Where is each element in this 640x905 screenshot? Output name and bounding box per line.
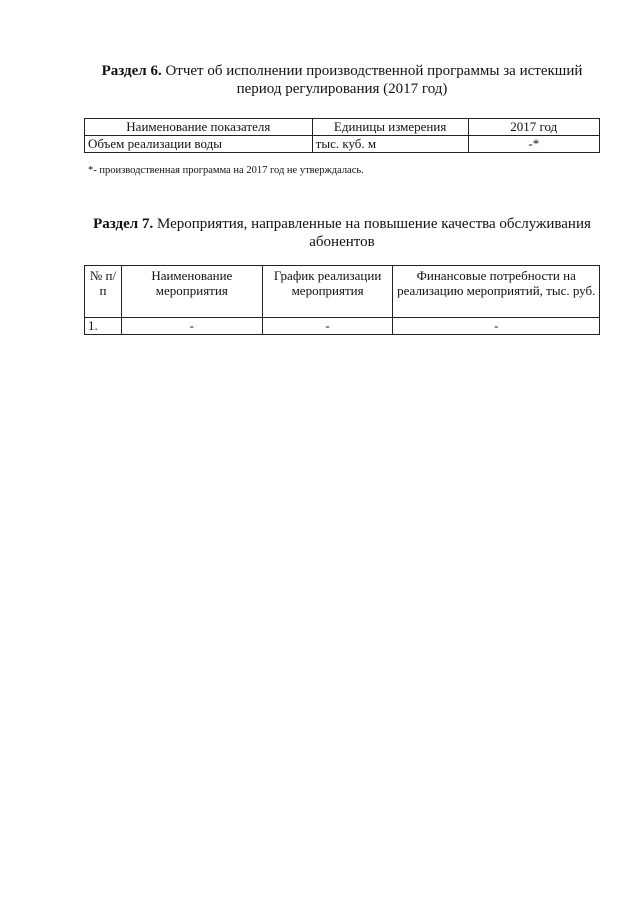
- section-7-label: Раздел 7.: [93, 216, 154, 232]
- section-7-title: [84, 215, 600, 251]
- production-program-report-table: [84, 118, 600, 153]
- section-6-heading: Отчет об исполнении производственной программы за истекший период регулирования (2017 год): [161, 63, 583, 97]
- cell-schedule: -: [262, 318, 393, 335]
- section-7-heading: Мероприятия, направленные на повышение качества обслуживания абонентов: [153, 216, 591, 250]
- table-header-row: [85, 266, 600, 318]
- section-6-label: Раздел 6.: [101, 63, 162, 79]
- header-number: № п/п: [85, 266, 122, 318]
- cell-units: тыс. куб. м: [312, 136, 468, 153]
- table-row: [85, 318, 600, 335]
- cell-number: 1.: [85, 318, 122, 335]
- cell-measure: -: [121, 318, 262, 335]
- header-year: 2017 год: [468, 119, 599, 136]
- header-financial-needs: Финансовые потребности на реализацию мероприятий, тыс. руб.: [393, 266, 600, 318]
- table-row: [85, 136, 600, 153]
- header-schedule: График реализации мероприятия: [262, 266, 393, 318]
- header-units: Единицы измерения: [312, 119, 468, 136]
- header-indicator-name: Наименование показателя: [85, 119, 313, 136]
- header-measure-name: Наименование мероприятия: [121, 266, 262, 318]
- table-header-row: [85, 119, 600, 136]
- section-6-title: [84, 62, 600, 98]
- service-quality-measures-table: [84, 265, 600, 335]
- cell-financial: -: [393, 318, 600, 335]
- cell-value: -*: [468, 136, 599, 153]
- footnote: *- производственная программа на 2017 год не утверждалась.: [88, 165, 364, 176]
- cell-indicator: Объем реализации воды: [85, 136, 313, 153]
